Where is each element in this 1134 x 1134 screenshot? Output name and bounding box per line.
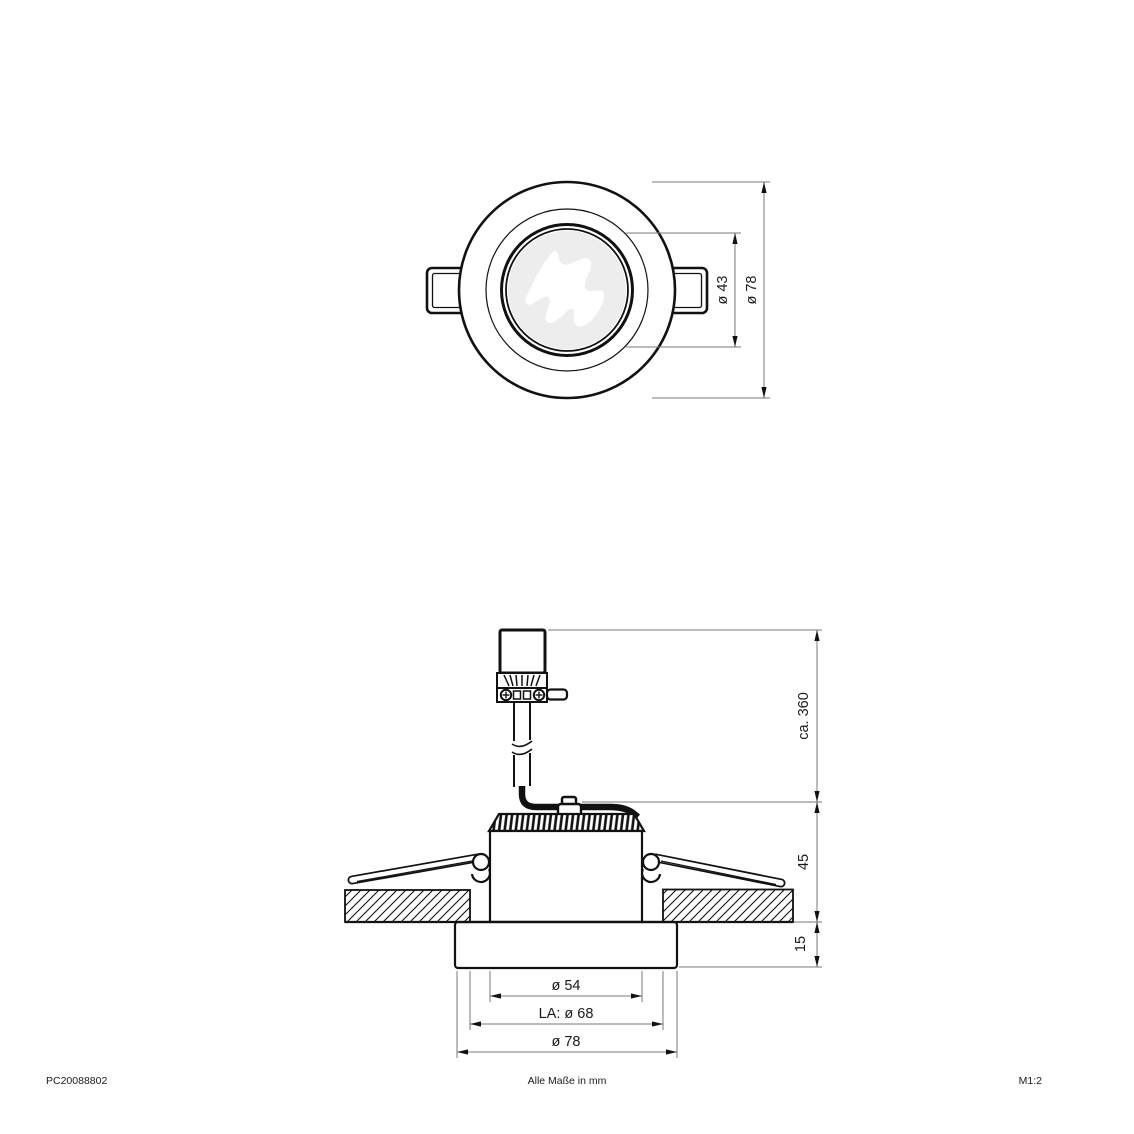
dim-label-cable-length: ca. 360 — [796, 692, 812, 740]
spring-clip-right — [642, 854, 781, 885]
arrow-left-icon — [490, 993, 501, 998]
arrow-down-icon — [732, 336, 737, 347]
drawing-scale: M1:2 — [1018, 1075, 1042, 1087]
arrow-down-icon — [814, 911, 819, 922]
ceiling-section-left — [345, 890, 470, 922]
arrow-right-icon — [652, 1021, 663, 1026]
units-note: Alle Maße in mm — [527, 1075, 607, 1087]
terminal-screw-left-icon — [501, 690, 511, 700]
arrow-right-icon — [666, 1049, 677, 1054]
arrow-up-icon — [761, 182, 766, 193]
dimension-bottom-stack — [457, 971, 677, 1058]
cable-break — [512, 741, 532, 746]
ceiling-section-right — [663, 890, 793, 923]
connector-box — [497, 630, 567, 702]
dim-label-cutout-diameter: LA: ø 68 — [538, 1006, 594, 1022]
arrow-left-icon — [470, 1021, 481, 1026]
dim-label-flange-diameter: ø 78 — [551, 1034, 581, 1050]
lamp-body — [490, 831, 642, 922]
arrow-up-icon — [814, 922, 819, 933]
trim-ring — [455, 922, 677, 968]
terminal-port — [514, 691, 521, 699]
side-view — [345, 630, 822, 1058]
arrow-left-icon — [457, 1049, 468, 1054]
dim-label-body-diameter: ø 54 — [551, 978, 581, 994]
heatsink-fins — [489, 814, 644, 831]
dim-label-trim-height: 15 — [793, 935, 809, 953]
dim-label-overall: ø 78 — [744, 275, 760, 305]
arrow-up-icon — [732, 233, 737, 244]
part-number: PC20088802 — [46, 1075, 108, 1087]
arrow-down-icon — [814, 791, 819, 802]
terminal-port — [524, 691, 531, 699]
spring-clip-left — [352, 854, 490, 882]
dim-label-recess-depth: 45 — [796, 853, 812, 871]
footer — [46, 1075, 1042, 1087]
terminal-screw-right-icon — [534, 690, 544, 700]
dim-label-lens: ø 43 — [715, 275, 731, 305]
top-view — [427, 182, 770, 398]
arrow-up-icon — [814, 802, 819, 813]
arrow-down-icon — [761, 387, 766, 398]
arrow-right-icon — [631, 993, 642, 998]
connector-tab — [547, 690, 567, 700]
arrow-down-icon — [814, 956, 819, 967]
arrow-up-icon — [814, 630, 819, 641]
